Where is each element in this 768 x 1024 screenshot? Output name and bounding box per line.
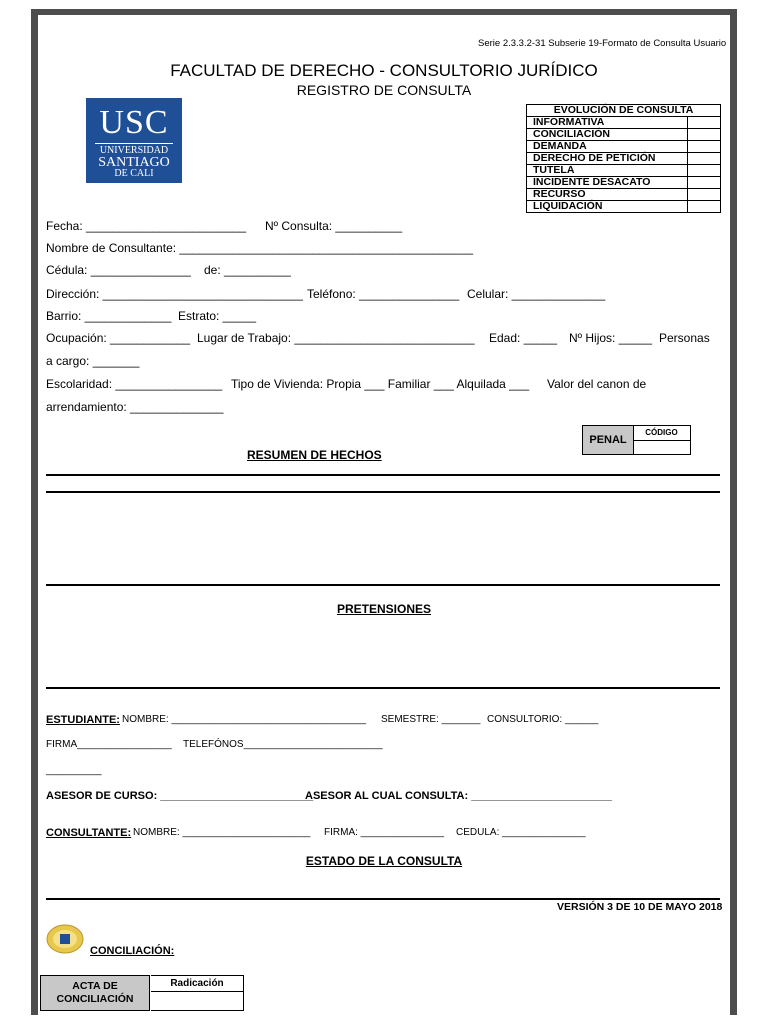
nombre-consultante-field[interactable]: Nombre de Consultante: ____________________________________________ — [46, 241, 474, 255]
evolucion-item: DEMANDA — [527, 141, 688, 153]
ocupacion-field[interactable]: Ocupación: ____________ — [46, 331, 191, 345]
serie-label: Serie 2.3.3.2-31 Subserie 19-Formato de Consulta Usuario — [478, 38, 727, 49]
estudiante-consultorio-field[interactable]: CONSULTORIO: ______ — [487, 714, 599, 725]
fecha-field[interactable]: Fecha: ________________________ — [46, 219, 247, 233]
logo-usc-text: USC — [99, 104, 169, 141]
logo-universidad-text: UNIVERSIDAD — [99, 145, 169, 156]
pretensiones-heading: PRETENSIONES — [336, 602, 432, 616]
estado-consulta-heading: ESTADO DE LA CONSULTA — [305, 854, 463, 868]
asesor-consulta-field[interactable]: ASESOR AL CUAL CONSULTA: _______________________ — [305, 790, 612, 802]
personas-label: Personas — [659, 331, 710, 345]
estudiante-extra-line[interactable]: __________ — [46, 765, 102, 776]
logo-santiago-text: SANTIAGO — [98, 155, 170, 170]
evolucion-check-cell[interactable] — [688, 201, 721, 213]
consultante-cedula-field[interactable]: CEDULA: _______________ — [456, 827, 586, 838]
evolucion-item: LIQUIDACIÓN — [527, 201, 688, 213]
cedula-de-field[interactable]: de: __________ — [204, 263, 291, 277]
estudiante-nombre-field[interactable]: NOMBRE: ___________________________________ — [122, 714, 367, 725]
evolucion-check-cell[interactable] — [688, 165, 721, 177]
usc-logo — [86, 98, 182, 183]
evolucion-item: TUTELA — [527, 165, 688, 177]
telefono-field[interactable]: Teléfono: _______________ — [307, 287, 460, 301]
evolucion-item: RECURSO — [527, 189, 688, 201]
estudiante-telefonos-field[interactable]: TELEFÓNOS_________________________ — [183, 739, 383, 750]
evolucion-item: INCIDENTE DESACATO — [527, 177, 688, 189]
estudiante-label: ESTUDIANTE: — [46, 714, 120, 726]
university-seal-icon — [46, 924, 84, 954]
radicacion-label: Radicación — [151, 976, 243, 992]
tipo-vivienda-field[interactable]: Tipo de Vivienda: Propia ___ Familiar ___ Alquilada ___ — [231, 377, 530, 391]
evolucion-check-cell[interactable] — [688, 129, 721, 141]
penal-label: PENAL — [582, 425, 634, 455]
consulta-number-field[interactable]: Nº Consulta: __________ — [265, 219, 403, 233]
page-title: FACULTAD DE DERECHO - CONSULTORIO JURÍDICO — [170, 61, 598, 80]
direccion-field[interactable]: Dirección: ______________________________ — [46, 287, 303, 301]
evolucion-header: EVOLUCIÓN DE CONSULTA — [527, 105, 721, 117]
codigo-box[interactable] — [633, 425, 691, 455]
radicacion-box[interactable] — [151, 975, 244, 1011]
evolucion-check-cell[interactable] — [688, 189, 721, 201]
logo-cali-text: DE CALI — [114, 168, 154, 179]
evolucion-check-cell[interactable] — [688, 117, 721, 129]
divider-line — [46, 687, 720, 689]
asesor-curso-field[interactable]: ASESOR DE CURSO: _________________________ — [46, 790, 314, 802]
estudiante-semestre-field[interactable]: SEMESTRE: _______ — [381, 714, 481, 725]
evolucion-item: DERECHO DE PETICIÓN — [527, 153, 688, 165]
divider-line — [46, 474, 720, 476]
divider-line — [46, 491, 720, 493]
evolucion-item: CONCILIACIÓN — [527, 129, 688, 141]
evolucion-item: INFORMATIVA — [527, 117, 688, 129]
codigo-label: CÓDIGO — [633, 426, 690, 441]
conciliacion-label: CONCILIACIÓN: — [90, 945, 175, 957]
logo-rule — [95, 143, 173, 144]
acta-conciliacion-label: ACTA DE CONCILIACIÓN — [40, 975, 150, 1011]
personas-a-cargo-field[interactable]: a cargo: _______ — [46, 354, 140, 368]
barrio-field[interactable]: Barrio: _____________ — [46, 309, 172, 323]
divider-line — [46, 584, 720, 586]
estudiante-firma-field[interactable]: FIRMA_________________ — [46, 739, 172, 750]
divider-line — [46, 898, 720, 900]
version-label: VERSIÓN 3 DE 10 DE MAYO 2018 — [557, 901, 723, 913]
evolucion-check-cell[interactable] — [688, 141, 721, 153]
consultante-label: CONSULTANTE: — [46, 827, 132, 839]
hijos-field[interactable]: Nº Hijos: _____ — [569, 331, 653, 345]
escolaridad-field[interactable]: Escolaridad: ________________ — [46, 377, 223, 391]
canon-label: Valor del canon de — [547, 377, 647, 391]
edad-field[interactable]: Edad: _____ — [489, 331, 558, 345]
cedula-field[interactable]: Cédula: _______________ — [46, 263, 191, 277]
resumen-hechos-heading: RESUMEN DE HECHOS — [247, 448, 382, 462]
evolucion-check-cell[interactable] — [688, 177, 721, 189]
arrendamiento-field[interactable]: arrendamiento: ______________ — [46, 400, 224, 414]
consultante-nombre-field[interactable]: NOMBRE: _______________________ — [133, 827, 311, 838]
evolucion-check-cell[interactable] — [688, 153, 721, 165]
celular-field[interactable]: Celular: ______________ — [467, 287, 606, 301]
evolucion-table — [526, 104, 721, 213]
lugar-trabajo-field[interactable]: Lugar de Trabajo: ___________________________ — [197, 331, 475, 345]
consultante-firma-field[interactable]: FIRMA: _______________ — [324, 827, 445, 838]
estrato-field[interactable]: Estrato: _____ — [178, 309, 257, 323]
page-subtitle: REGISTRO DE CONSULTA — [296, 82, 472, 98]
